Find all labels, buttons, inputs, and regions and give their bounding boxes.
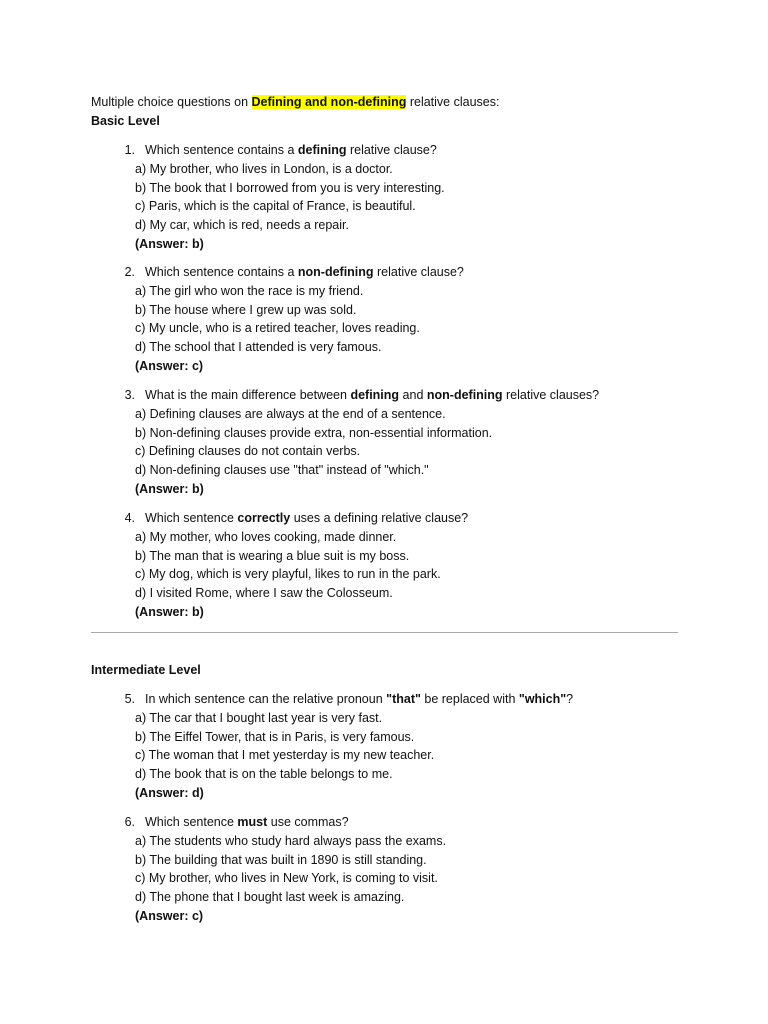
answer: (Answer: b)	[135, 481, 204, 496]
option-d: d) The phone that I bought last week is amazing.	[135, 890, 405, 905]
option-d: d) Non-defining clauses use "that" instead of "which."	[135, 463, 429, 478]
option-c: c) The woman that I met yesterday is my new teacher.	[135, 748, 435, 763]
question-number: 3.	[124, 388, 135, 402]
intro-highlight: Defining and non-defining	[251, 95, 407, 109]
answer: (Answer: c)	[135, 358, 204, 373]
question-stem: Which sentence must use commas?	[145, 815, 349, 829]
question-number: 6.	[124, 815, 135, 829]
intro-suffix: relative clauses:	[406, 95, 500, 109]
answer: (Answer: c)	[135, 908, 204, 923]
option-c: c) Defining clauses do not contain verbs.	[135, 444, 361, 459]
option-c: c) My uncle, who is a retired teacher, loves reading.	[135, 321, 420, 336]
question-number: 2.	[124, 265, 135, 279]
option-c: c) My dog, which is very playful, likes to run in the park.	[135, 567, 441, 582]
question-6	[91, 813, 691, 926]
basic-level-heading: Basic Level	[91, 114, 160, 128]
question-3	[91, 386, 691, 499]
option-b: b) The Eiffel Tower, that is in Paris, is very famous.	[135, 729, 415, 744]
option-b: b) The man that is wearing a blue suit is my boss.	[135, 548, 410, 563]
question-stem: Which sentence contains a defining relative clause?	[145, 143, 437, 157]
question-5	[91, 690, 691, 803]
question-number: 1.	[124, 143, 135, 157]
answer: (Answer: b)	[135, 236, 204, 251]
option-a: a) My mother, who loves cooking, made dinner.	[135, 529, 397, 544]
option-a: a) The car that I bought last year is very fast.	[135, 710, 383, 725]
question-stem: Which sentence correctly uses a defining relative clause?	[145, 511, 469, 525]
option-a: a) The students who study hard always pass the exams.	[135, 833, 447, 848]
option-a: a) Defining clauses are always at the end of a sentence.	[135, 406, 446, 421]
question-number: 4.	[124, 511, 135, 525]
question-number: 5.	[124, 692, 135, 706]
question-stem: In which sentence can the relative pronoun "that" be replaced with "which"?	[145, 692, 574, 706]
option-a: a) My brother, who lives in London, is a doctor.	[135, 161, 393, 176]
option-b: b) The house where I grew up was sold.	[135, 302, 357, 317]
option-b: b) The building that was built in 1890 is still standing.	[135, 852, 427, 867]
intro-prefix: Multiple choice questions on	[91, 95, 252, 109]
option-d: d) I visited Rome, where I saw the Colosseum.	[135, 586, 393, 601]
answer: (Answer: d)	[135, 785, 204, 800]
option-d: d) My car, which is red, needs a repair.	[135, 218, 349, 233]
question-1	[91, 141, 691, 254]
option-c: c) Paris, which is the capital of France, is beautiful.	[135, 199, 416, 214]
option-b: b) Non-defining clauses provide extra, non-essential information.	[135, 425, 493, 440]
horizontal-divider	[91, 632, 678, 633]
question-2	[91, 263, 691, 376]
question-stem: What is the main difference between defining and non-defining relative clauses?	[145, 388, 600, 402]
question-stem: Which sentence contains a non-defining relative clause?	[145, 265, 464, 279]
option-c: c) My brother, who lives in New York, is coming to visit.	[135, 871, 438, 886]
option-b: b) The book that I borrowed from you is very interesting.	[135, 180, 445, 195]
option-d: d) The school that I attended is very famous.	[135, 340, 382, 355]
intro-line	[91, 93, 499, 111]
option-d: d) The book that is on the table belongs to me.	[135, 767, 393, 782]
option-a: a) The girl who won the race is my friend.	[135, 283, 364, 298]
question-4	[91, 509, 691, 622]
answer: (Answer: b)	[135, 604, 204, 619]
intermediate-level-heading: Intermediate Level	[91, 663, 201, 677]
